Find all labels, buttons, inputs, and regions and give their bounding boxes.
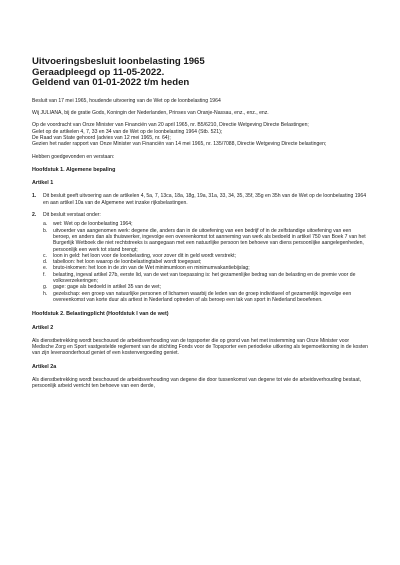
definition-text: belasting, ingeval artikel 27b, eerste lid, van de wet van toepassing is: het gezamenlijke bedrag van de belasting en de premie voor de volksverzekeringen;	[53, 271, 356, 285]
article-1-item-2	[32, 212, 368, 218]
preamble-intro: Besluit van 17 mei 1965, houdende uitvoering van de Wet op de loonbelasting 1964	[32, 97, 221, 104]
article-2-heading: Artikel 2	[32, 324, 54, 331]
article-2-text: Als dienstbetrekking wordt beschouwd de arbeidsverhouding van de topsporter die op grond van het met instemming van Onze Minister voor Medische Zorg en Sport vastgestelde reglement van de stichting Fonds voor de Topsporter een periodieke uitkering als tegemoetkoming in de kosten van zijn levensonderhoud geniet of een kostenvergoeding geniet.	[32, 337, 369, 357]
definition-text: tabelloon: het loon waarop de loonbelastingtabel wordt toegepast;	[53, 259, 202, 266]
article-2a-heading: Artikel 2a	[32, 363, 57, 370]
definition-letter: g.	[43, 284, 48, 291]
definition-item	[43, 228, 368, 253]
definition-text: loon in geld: het loon voor de loonbelasting, voor zover dit in geld wordt verstrekt;	[53, 252, 236, 259]
item-number: 1.	[32, 193, 37, 200]
consideration-line: De Raad van State gehoord (advies van 12 mei 1965, nr. 64);	[32, 134, 171, 141]
title-line-3: Geldend van 01-01-2022 t/m heden	[32, 77, 190, 89]
definition-text: bruto-inkomen: het loon in de zin van de Wet minimumloon en minimumvakantiebijslag;	[53, 265, 250, 272]
definition-item	[43, 272, 368, 285]
definition-letter: f.	[43, 271, 46, 278]
consideration-line: Gelet op de artikelen 4, 7, 33 en 34 van de Wet op de loonbelasting 1964 (Stb. 521);	[32, 128, 223, 135]
definition-letter: h.	[43, 290, 48, 297]
definition-letter: e.	[43, 265, 48, 272]
article-2a-text: Als dienstbetrekking wordt beschouwd de arbeidsverhouding van degene die door tussenkomst van degene tot wie de arbeidsverhouding bestaat, persoonlijk arbeid verricht ten behoeve van een derde,	[32, 376, 362, 390]
article-1-item-1	[32, 193, 368, 206]
chapter-2-heading: Hoofdstuk 2. Belastingplicht (Hoofdstuk I van de wet)	[32, 311, 169, 318]
definition-letter: a.	[43, 221, 48, 228]
item-text: Dit besluit geeft uitvoering aan de artikelen 4, 5a, 7, 13ca, 18a, 18g, 19a, 31a, 33, 34, 35, 35f, 35g en 35h van de Wet op de loonbelasting 1964 en aan artikel 10a van de Algemene wet inzake rijksbelastingen.	[43, 193, 367, 206]
definition-letter: b.	[43, 227, 48, 234]
consideration-line: Op de voordracht van Onze Minister van Financiën van 20 april 1965, nr. B5/6210, Directie Wetgeving Directe Belastingen;	[32, 122, 309, 129]
item-number: 2.	[32, 212, 37, 219]
article-1-heading: Artikel 1	[32, 180, 54, 187]
definition-text: gage: gage als bedoeld in artikel 35 van de wet;	[53, 284, 161, 291]
definition-letter: c.	[43, 252, 47, 259]
definition-letter: d.	[43, 259, 48, 266]
document-page	[32, 57, 368, 396]
definition-text: wet: Wet op de loonbelasting 1964;	[53, 221, 133, 228]
preamble-considerations	[32, 122, 368, 147]
title-line-1: Uitvoeringsbesluit loonbelasting 1965	[32, 56, 205, 67]
document-title	[32, 57, 368, 89]
definition-text: gezelschap: een groep van natuurlijke personen of lichamen waarbij de leden van de groep individueel of gezamenlijk ingevolge een overeenkomst van korte duur als artiest in Nederland optreden of als beroep een tak van sport in Nederland beoefenen.	[53, 290, 352, 303]
chapter-1-heading: Hoofdstuk 1. Algemene bepaling	[32, 166, 116, 173]
definition-item	[43, 291, 368, 304]
title-line-2: Geraadpleegd op 11-05-2022.	[32, 66, 165, 78]
definition-text: uitvoerder van aangenomen werk: degene die, anders dan in de uitoefening van een bedrijf of in de zelfstandige uitoefening van een beroep, en anders dan als thuiswerker, ingevolge een overeenkomst tot aanneming van werk als bedoeld in artikel 750 van Boek 7 van het Burgerlijk Wetboek die niet rechtstreeks is aangegaan met een natuurlijke persoon ten behoeve van diens persoonlijke aangelegenheden, persoonlijk een werk tot stand brengt;	[53, 227, 366, 253]
consideration-line: Gezien het nader rapport van Onze Minister van Financiën van 14 mei 1965, nr. 135/7088, Directie Wetgeving Directe belastingen;	[32, 141, 327, 148]
preamble-queen: Wij JULIANA, bij de gratie Gods, Koningin der Nederlanden, Prinses van Oranje-Nassau, enz., enz., enz.	[32, 110, 269, 117]
item-text: Dit besluit verstaat onder:	[43, 212, 101, 219]
definitions-list	[43, 221, 368, 303]
preamble-approved: Hebben goedgevonden en verstaan:	[32, 153, 115, 160]
